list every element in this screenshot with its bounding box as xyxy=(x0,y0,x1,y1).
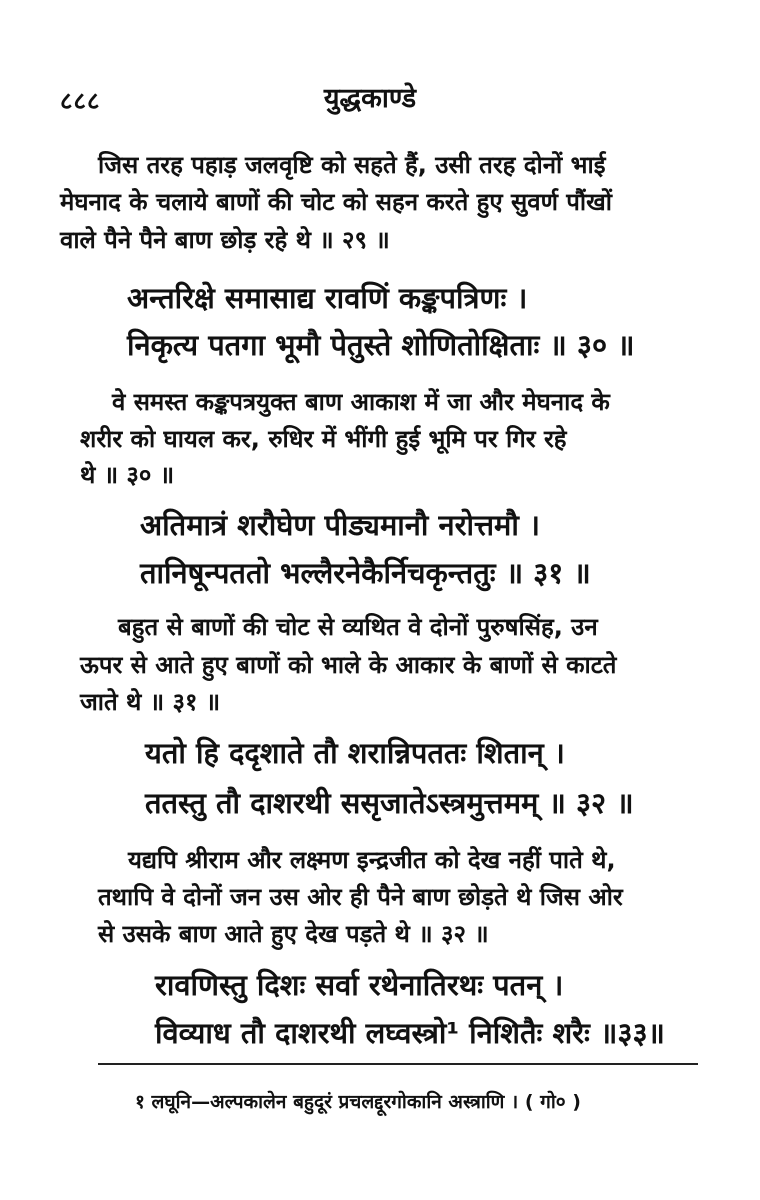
translation-line: बहुत से बाणों की चोट से व्यथित वे दोनों पुरुषसिंह, उन xyxy=(118,613,598,641)
translation-line: यद्यपि श्रीराम और लक्ष्मण इन्द्रजीत को देख नहीं पाते थे, xyxy=(128,846,616,874)
page-number: ८८८ xyxy=(60,87,101,115)
verse-line: निकृत्य पतगा भूमौ पेतुस्ते शोणितोक्षिताः ॥ ३० ॥ xyxy=(127,328,635,362)
verse-line: रावणिस्तु दिशः सर्वा रथेनातिरथः पतन् । xyxy=(155,968,564,1002)
running-head: युद्धकाण्डे xyxy=(323,83,417,114)
page-header xyxy=(0,78,760,118)
verse-line: यतो हि ददृशाते तौ शरान्निपततः शितान् । xyxy=(145,736,565,770)
translation-line: जिस तरह पहाड़ जलवृष्टि को सहते हैं, उसी तरह दोनों भाई xyxy=(98,151,606,179)
verse-line: विव्याध तौ दाशरथी लघ्वस्त्रो¹ निशितैः शरैः ॥३३॥ xyxy=(155,1016,665,1050)
translation-line: तथापि वे दोनों जन उस ओर ही पैने बाण छोड़ते थे जिस ओर xyxy=(98,883,623,911)
verse-line: अतिमात्रं शरौघेण पीड्यमानौ नरोत्तमौ । xyxy=(140,508,540,542)
translation-line: वाले पैने पैने बाण छोड़ रहे थे ॥ २९ ॥ xyxy=(60,226,390,254)
footnote-divider xyxy=(98,1063,698,1065)
footnote: १ लघूनि—अल्पकालेन बहुदूरं प्रचलद्दूरगोकानि अस्त्राणि । ( गो० ) xyxy=(135,1091,581,1113)
verse-line: तानिषून्पततो भल्लैरनेकैर्निचकृन्ततुः ॥ ३१ ॥ xyxy=(140,556,591,590)
verse-line: अन्तरिक्षे समासाद्य रावणिं कङ्कपत्रिणः । xyxy=(127,281,528,315)
verse-line: ततस्तु तौ दाशरथी ससृजातेऽस्त्रमुत्तमम् ॥ ३२ ॥ xyxy=(145,786,634,820)
translation-line: वे समस्त कङ्कपत्रयुक्त बाण आकाश में जा और मेघनाद के xyxy=(112,388,610,416)
translation-line: शरीर को घायल कर, रुधिर में भींगी हुई भूमि पर गिर रहे xyxy=(80,425,567,453)
translation-line: मेघनाद के चलाये बाणों की चोट को सहन करते हुए सुवर्ण पौंखों xyxy=(60,188,612,216)
translation-line: ऊपर से आते हुए बाणों को भाले के आकार के बाणों से काटते xyxy=(80,651,617,679)
translation-line: थे ॥ ३० ॥ xyxy=(80,461,175,489)
translation-line: से उसके बाण आते हुए देख पड़ते थे ॥ ३२ ॥ xyxy=(98,920,489,948)
translation-line: जाते थे ॥ ३१ ॥ xyxy=(80,688,221,716)
